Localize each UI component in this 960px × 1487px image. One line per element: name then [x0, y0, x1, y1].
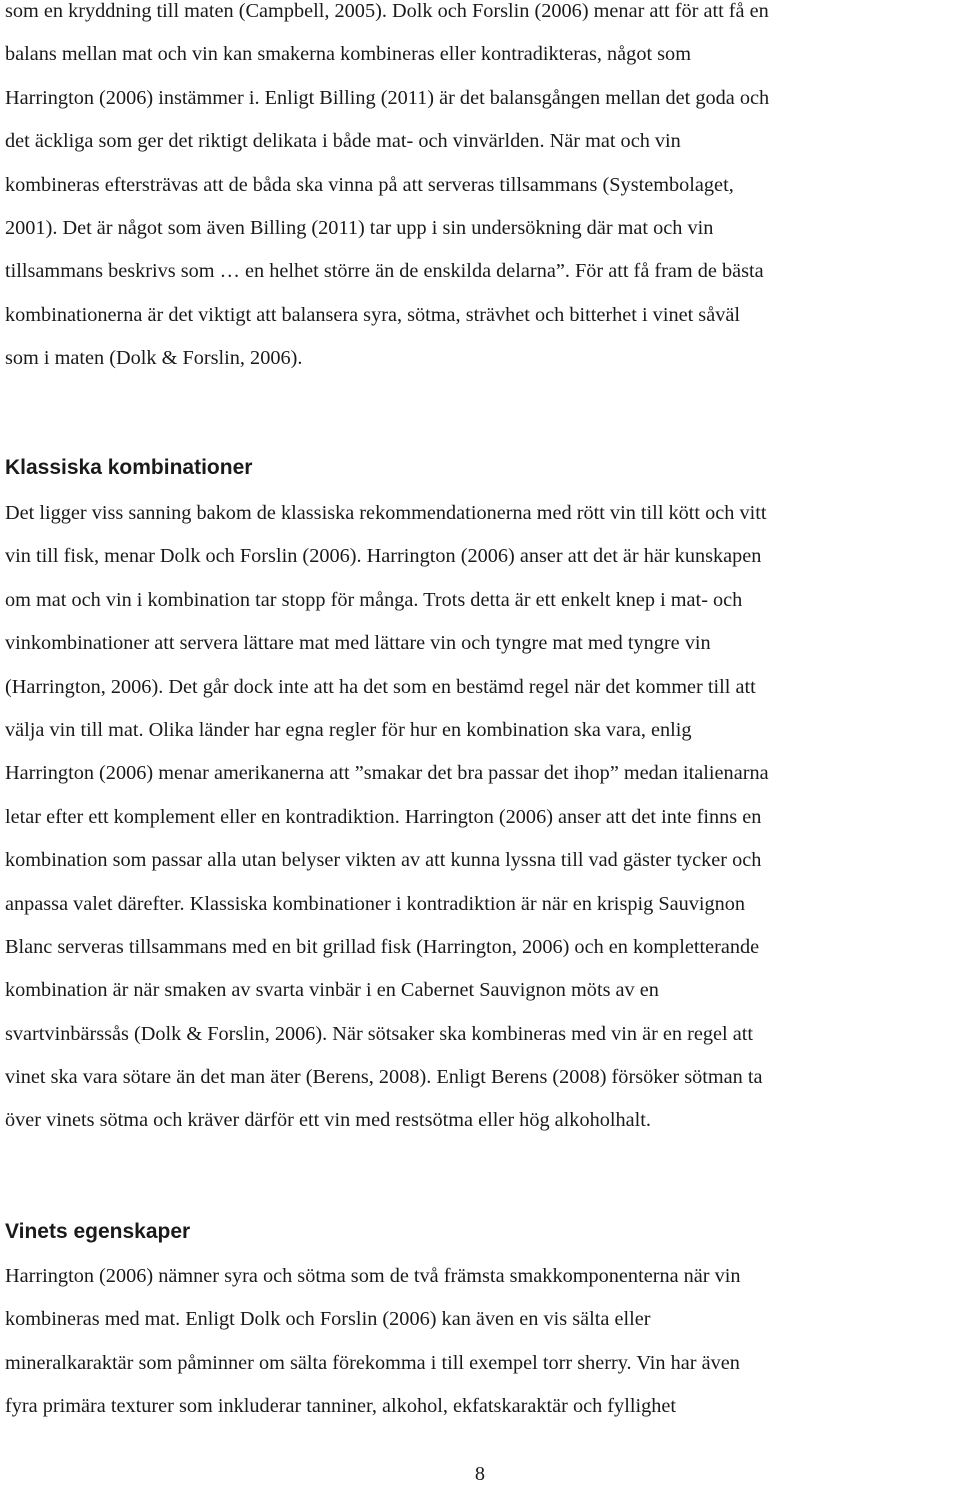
- text-line: 2001). Det är något som även Billing (2011) tar upp i sin undersökning där mat och vin: [5, 216, 714, 239]
- text-line: kombination är när smaken av svarta vinbär i en Cabernet Sauvignon möts av en: [5, 979, 659, 1002]
- text-line: Harrington (2006) instämmer i. Enligt Billing (2011) är det balansgången mellan det goda och: [5, 86, 770, 109]
- text-line: (Harrington, 2006). Det går dock inte att ha det som en bestämd regel när det kommer till att: [5, 675, 756, 698]
- text-line: Blanc serveras tillsammans med en bit grillad fisk (Harrington, 2006) och en kompletterande: [5, 935, 760, 958]
- text-line: kombineras med mat. Enligt Dolk och Forslin (2006) kan även en vis sälta eller: [5, 1308, 651, 1331]
- text-line: kombineras eftersträvas att de båda ska vinna på att serveras tillsammans (Systembolaget,: [5, 173, 734, 196]
- paragraph-intro: [5, 0, 769, 381]
- text-line: Harrington (2006) menar amerikanerna att ”smakar det bra passar det ihop” medan italienarna: [5, 762, 769, 785]
- text-line: över vinets sötma och kräver därför ett vin med restsötma eller hög alkoholhalt.: [5, 1109, 651, 1132]
- text-line: anpassa valet därefter. Klassiska kombinationer i kontradiktion är när en krispig Sauvignon: [5, 892, 746, 915]
- section-heading-vinets-egenskaper: Vinets egenskaper: [5, 1220, 191, 1243]
- text-line: vin till fisk, menar Dolk och Forslin (2006). Harrington (2006) anser att det är här kunskapen: [5, 545, 762, 568]
- paragraph-vinets-egenskaper: [5, 1255, 741, 1429]
- text-line: mineralkaraktär som påminner om sälta förekomma i till exempel torr sherry. Vin har även: [5, 1351, 740, 1374]
- text-line: tillsammans beskrivs som … en helhet större än de enskilda delarna”. För att få fram de bästa: [5, 260, 764, 283]
- page-number: 8: [474, 1463, 486, 1485]
- text-line: som i maten (Dolk & Forslin, 2006).: [5, 347, 303, 370]
- text-line: kombination som passar alla utan belyser vikten av att kunna lyssna till vad gäster tycker och: [5, 849, 762, 872]
- text-line: letar efter ett komplement eller en kontradiktion. Harrington (2006) anser att det inte finns en: [5, 805, 762, 828]
- text-line: svartvinbärssås (Dolk & Forslin, 2006). När sötsaker ska kombineras med vin är en regel att: [5, 1022, 753, 1045]
- text-line: Harrington (2006) nämner syra och sötma som de två främsta smakkomponenterna när vin: [5, 1265, 741, 1287]
- paragraph-klassiska: [5, 492, 769, 1143]
- text-line: som en kryddning till maten (Campbell, 2005). Dolk och Forslin (2006) menar att för att få en: [5, 0, 769, 22]
- text-line: välja vin till mat. Olika länder har egna regler för hur en kombination ska vara, enlig: [5, 718, 692, 741]
- text-line: det äckliga som ger det riktigt delikata i både mat- och vinvärlden. När mat och vin: [5, 130, 681, 153]
- text-line: fyra primära texturer som inkluderar tanniner, alkohol, ekfatskaraktär och fyllighet: [5, 1395, 677, 1418]
- text-line: vinet ska vara sötare än det man äter (Berens, 2008). Enligt Berens (2008) försöker sötman ta: [5, 1066, 763, 1089]
- text-line: vinkombinationer att servera lättare mat med lättare vin och tyngre mat med tyngre vin: [5, 632, 711, 655]
- text-line: Det ligger viss sanning bakom de klassiska rekommendationerna med rött vin till kött och vitt: [5, 502, 767, 524]
- section-heading-klassiska: Klassiska kombinationer: [5, 456, 253, 479]
- text-line: balans mellan mat och vin kan smakerna kombineras eller kontradikteras, något som: [5, 43, 691, 66]
- text-line: om mat och vin i kombination tar stopp för många. Trots detta är ett enkelt knep i mat- och: [5, 588, 743, 611]
- text-line: kombinationerna är det viktigt att balansera syra, sötma, strävhet och bitterhet i vinet såväl: [5, 303, 740, 326]
